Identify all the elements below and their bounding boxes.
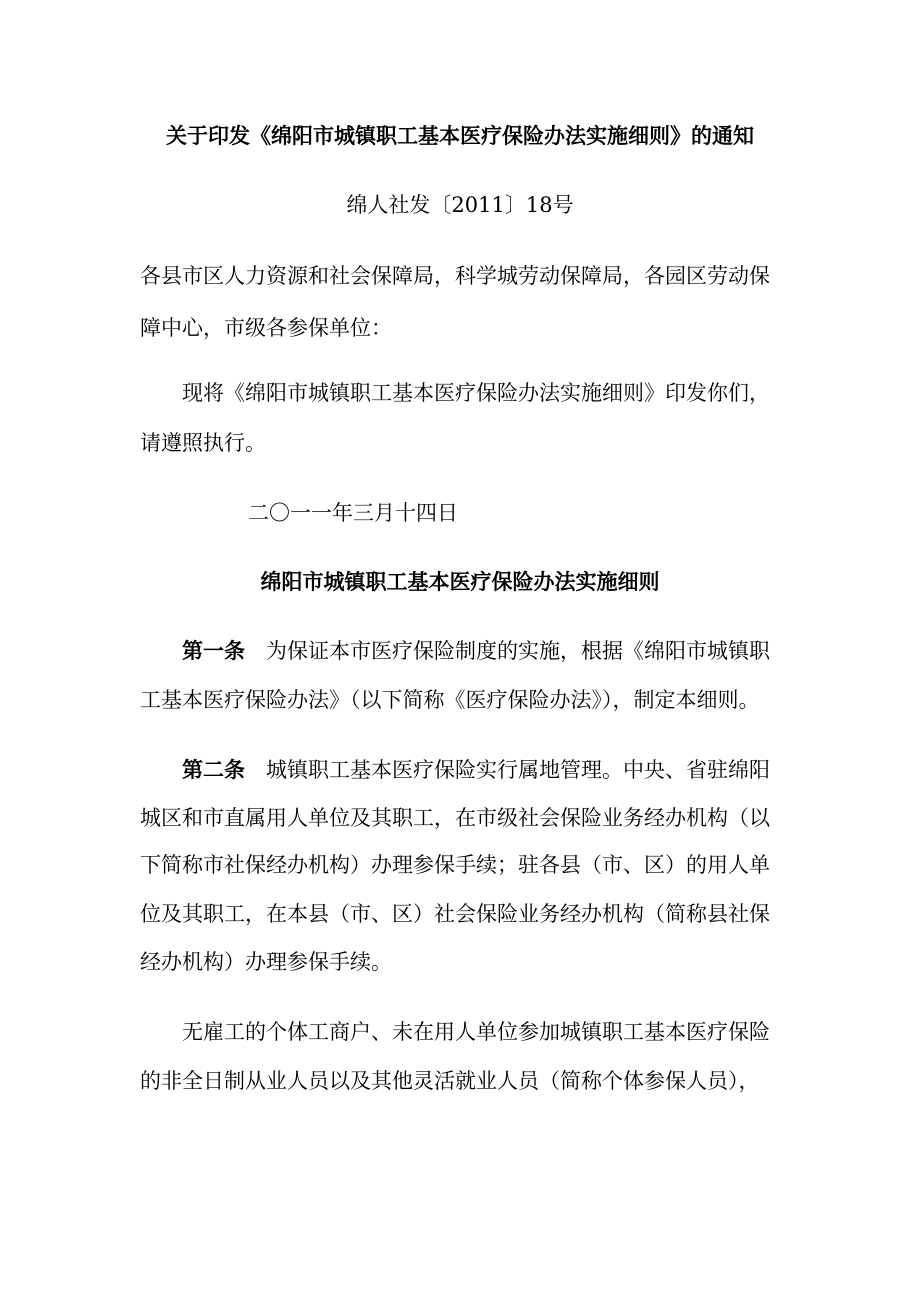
notice-title: 关于印发《绵阳市城镇职工基本医疗保险办法实施细则》的通知: [166, 123, 754, 148]
article-1-line-2: 工基本医疗保险办法》（以下简称《医疗保险办法》），制定本细则。: [140, 688, 760, 712]
notice-body-line-2: 请遵照执行。: [140, 431, 266, 455]
article-1-label: 第一条: [182, 638, 245, 663]
article-1-text-1: 为保证本市医疗保险制度的实施，根据《绵阳市城镇职: [266, 639, 770, 663]
notice-date: 二〇一一年三月十四日: [248, 501, 458, 525]
paragraph-3-line-2: 的非全日制从业人员以及其他灵活就业人员（简称个体参保人员），: [140, 1069, 760, 1093]
article-2-line-1: [140, 755, 785, 785]
article-2-text-1: 城镇职工基本医疗保险实行属地管理。中央、省驻绵阳: [266, 758, 770, 782]
recipients-line-1: 各县市区人力资源和社会保障局，科学城劳动保障局，各园区劳动保: [140, 264, 770, 288]
article-2-label: 第二条: [182, 757, 245, 782]
article-1-line-1: [140, 636, 785, 666]
article-2-line-4: 位及其职工，在本县（市、区）社会保险业务经办机构（简称县社保: [140, 902, 770, 926]
article-2-line-2: 城区和市直属用人单位及其职工，在市级社会保险业务经办机构（以: [140, 806, 770, 830]
paragraph-3-line-1: 无雇工的个体工商户、未在用人单位参加城镇职工基本医疗保险: [182, 1020, 770, 1044]
recipients-line-2: 障中心，市级各参保单位：: [140, 316, 392, 340]
article-2-line-3: 下简称市社保经办机构）办理参保手续；驻各县（市、区）的用人单: [140, 853, 770, 877]
rules-title: 绵阳市城镇职工基本医疗保险办法实施细则: [260, 569, 660, 594]
notice-body-line-1: 现将《绵阳市城镇职工基本医疗保险办法实施细则》印发你们，: [182, 381, 770, 405]
article-2-line-5: 经办机构）办理参保手续。: [140, 950, 392, 974]
document-number: 绵人社发〔2011〕18号: [346, 193, 574, 217]
